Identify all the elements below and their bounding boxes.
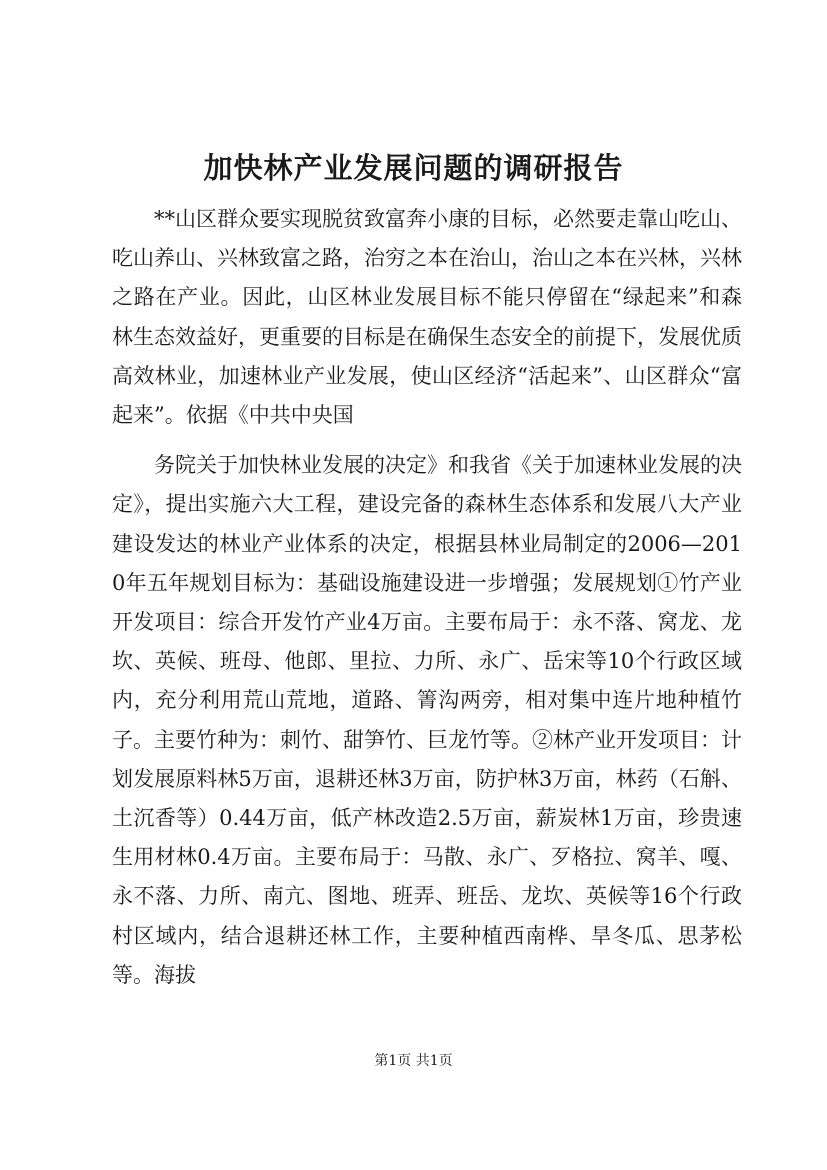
paragraph-2: 务院关于加快林业发展的决定》和我省《关于加速林业发展的决定》，提出实施六大工程，建设完备的森林生态体系和发展八大产业建设发达的林业产业体系的决定，根据县林业局制定的2006—2010年五年规划目标为：基础设施建设进一步增强；发展规划①竹产业开发项目：综合开发竹产业4万亩。主要布局于：永不落、窝龙、龙坎、英候、班母、他郎、里拉、力所、永广、岳宋等10个行政区域内，充分利用荒山荒地，道路、箐沟两旁，相对集中连片地种植竹子。主要竹种为：刺竹、甜笋竹、巨龙竹等。②林产业开发项目：计划发展原料林5万亩，退耕还林3万亩，防护林3万亩，林药（石斛、土沉香等）0.44万亩，低产林改造2.5万亩，薪炭林1万亩，珍贵速生用材林0.4万亩。主要布局于：马散、永广、歹格拉、窝羊、嘎、永不落、力所、南亢、图地、班弄、班岳、龙坎、英候等16个行政村区域内，结合退耕还林工作，主要种植西南桦、旱冬瓜、思茅松等。海拔: [112, 453, 742, 987]
paragraph-1: **山区群众要实现脱贫致富奔小康的目标，必然要走靠山吃山、吃山养山、兴林致富之路，治穷之本在治山，治山之本在兴林，兴林之路在产业。因此，山区林业发展目标不能只停留在“绿起来”和森林生态效益好，更重要的目标是在确保生态安全的前提下，发展优质高效林业，加速林业产业发展，使山区经济“活起来”、山区群众“富起来”。依据《中共中央国: [112, 207, 742, 428]
page-footer: 第1页 共1页: [374, 1053, 453, 1069]
document-body: [112, 200, 742, 995]
document-title: 加快林产业发展问题的调研报告: [203, 151, 624, 185]
